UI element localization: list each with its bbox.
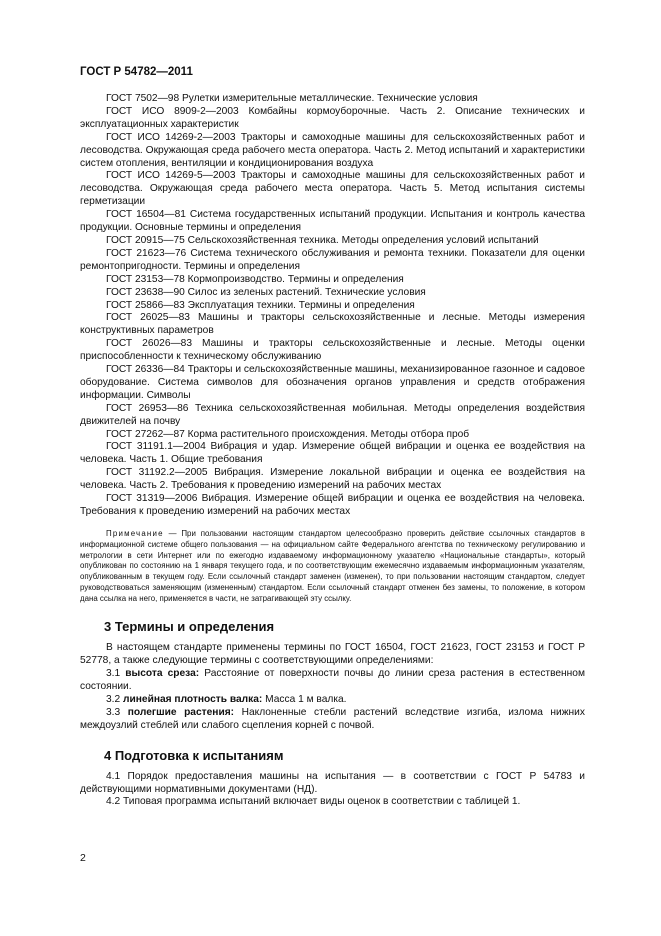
- reference-item: ГОСТ 7502—98 Рулетки измерительные металлические. Технические условия: [106, 93, 478, 104]
- section-4-heading: 4 Подготовка к испытаниям: [104, 747, 284, 763]
- section-3-intro: В настоящем стандарте применены термины по ГОСТ 16504, ГОСТ 21623, ГОСТ 23153 и ГОСТ Р 52778, а также следующие термины с соответствующими определениями:: [80, 642, 585, 667]
- reference-item: ГОСТ ИСО 14269-5—2003 Тракторы и самоходные машины для сельскохозяйственных работ и лесоводства. Окружающая среда рабочего места оператора. Часть 5. Метод испытания системы герметизации: [80, 170, 585, 208]
- page-number: 2: [80, 852, 86, 864]
- reference-item: ГОСТ 31191.1—2004 Вибрация и удар. Измерение общей вибрации и оценка ее воздействия на человека. Часть 1. Общие требования: [80, 441, 585, 466]
- page-body: [80, 93, 585, 809]
- term-number: 3.1: [106, 668, 121, 680]
- reference-item: ГОСТ 23638—90 Силос из зеленых растений. Технические условия: [106, 286, 426, 298]
- reference-item: ГОСТ 23153—78 Кормопроизводство. Термины и определения: [106, 273, 404, 285]
- term-text: Масса 1 м валка.: [262, 694, 347, 706]
- section-3-heading: 3 Термины и определения: [104, 619, 275, 635]
- note-paragraph: [80, 529, 585, 605]
- document-header: ГОСТ Р 54782—2011: [80, 66, 193, 78]
- reference-item: ГОСТ 31192.2—2005 Вибрация. Измерение локальной вибрации и оценка ее воздействия на человека. Часть 2. Требования к проведению измерений на рабочих местах: [80, 467, 585, 492]
- term-text: Наклоненные стебли растений вследствие изгиба, излома нижних междоузлий стеблей или слабого сцепления корней с почвой.: [80, 706, 585, 731]
- reference-item: ГОСТ 20915—75 Сельскохозяйственная техника. Методы определения условий испытаний: [106, 234, 539, 246]
- note-text: — При пользовании настоящим стандартом целесообразно проверить действие ссылочных стандартов в информационной системе общего пользования — на официальном сайте Федерального агентства по техническому регулированию и метрологии в сети Интернет или по ежегодно издаваемому информационному указателю «Национальные стандарты», который опубликован по состоянию на 1 января текущего года, и по соответствующим ежемесячно издаваемым информационным указателям, опубликованным в текущем году. Если ссылочный стандарт заменен (изменен), то при пользовании настоящим стандартом, следует руководствоваться заменяющим (измененным) стандартом. Если ссылочный стандарт отменен без замены, то положение, в котором дана ссылка на него, применяется в части, не затрагивающей эту ссылку.: [80, 528, 585, 603]
- reference-item: ГОСТ 26025—83 Машины и тракторы сельскохозяйственные и лесные. Методы измерения конструктивных параметров: [80, 312, 585, 337]
- term-name: линейная плотность валка:: [123, 694, 263, 706]
- reference-item: ГОСТ 26336—84 Тракторы и сельскохозяйственные машины, механизированное газонное и садовое оборудование. Система символов для обозначения органов управления и средств отображения информации. Символы: [80, 364, 585, 401]
- reference-item: ГОСТ 25866—83 Эксплуатация техники. Термины и определения: [106, 299, 415, 311]
- reference-item: ГОСТ 31319—2006 Вибрация. Измерение общей вибрации и оценка ее воздействия на человека. Требования к проведению измерений на рабочих местах: [80, 493, 585, 517]
- section-4-item: 4.2 Типовая программа испытаний включает виды оценок в соответствии с таблицей 1.: [106, 796, 521, 808]
- reference-item: ГОСТ 21623—76 Система технического обслуживания и ремонта техники. Показатели для оценки ремонтопригодности. Термины и определения: [80, 247, 585, 272]
- reference-item: ГОСТ 26026—83 Машины и тракторы сельскохозяйственные и лесные. Методы оценки приспособленности к техническому обслуживанию: [80, 338, 585, 363]
- reference-item: ГОСТ 26953—86 Техника сельскохозяйственная мобильная. Методы определения воздействия движителей на почву: [80, 402, 585, 427]
- reference-item: ГОСТ ИСО 14269-2—2003 Тракторы и самоходные машины для сельскохозяйственных работ и лесоводства. Окружающая среда рабочего места оператора. Часть 2. Метод испытаний и характеристики систем отопления, вентиляции и кондиционирования воздуха: [80, 131, 585, 169]
- reference-item: ГОСТ 27262—87 Корма растительного происхождения. Методы отбора проб: [106, 428, 470, 440]
- reference-item: ГОСТ ИСО 8909-2—2003 Комбайны кормоуборочные. Часть 2. Описание технических и эксплуатационных характеристик: [80, 105, 585, 130]
- term-definition: [80, 694, 585, 707]
- note-label: Примечание: [106, 528, 164, 538]
- section-4-item: 4.1 Порядок предоставления машины на испытания — в соответствии с ГОСТ Р 54783 и действующими нормативными документами (НД).: [80, 770, 585, 795]
- term-text: Расстояние от поверхности почвы до линии среза растения в естественном состоянии.: [80, 668, 585, 693]
- term-definition: [80, 668, 585, 694]
- term-name: полегшие растения:: [127, 706, 235, 718]
- term-number: 3.3: [106, 706, 121, 718]
- term-number: 3.2: [106, 694, 121, 706]
- reference-item: ГОСТ 16504—81 Система государственных испытаний продукции. Испытания и контроль качества продукции. Основные термины и определения: [80, 209, 585, 234]
- term-name: высота среза:: [125, 668, 200, 680]
- term-definition: [80, 707, 585, 733]
